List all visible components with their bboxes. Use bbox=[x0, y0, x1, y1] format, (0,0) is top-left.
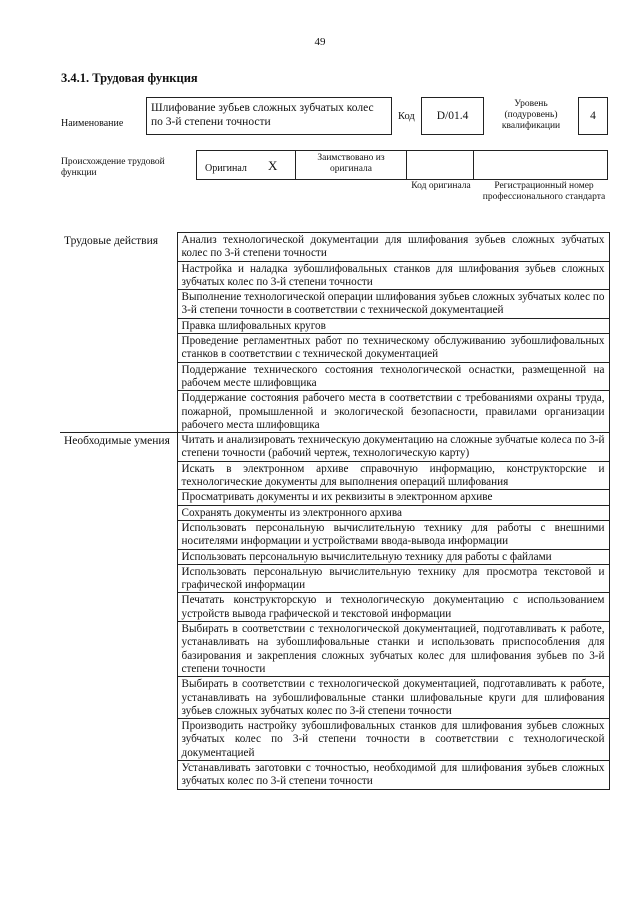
skills-item: Печатать конструкторскую и технологическую документацию с использованием устройств вывода графической и текстовой информации bbox=[177, 593, 609, 622]
table-row bbox=[60, 433, 609, 462]
original-label: Оригинал bbox=[205, 163, 247, 174]
labor-actions-item: Проведение регламентных работ по техническому обслуживанию зубошлифовальных станков в соответствии с технической документацией bbox=[177, 334, 609, 363]
skills-item: Просматривать документы и их реквизиты в электронном архиве bbox=[177, 490, 609, 505]
skills-item: Выбирать в соответствии с технологической документацией, подготавливать к работе, устанавливать на зубошлифовальные станки шлифовальные круги для шлифования зубьев сложных зубчатых колес по 3-й степени точности bbox=[177, 677, 609, 719]
origin-label: Происхождение трудовой функции bbox=[61, 157, 165, 178]
skills-item: Производить настройку зубошлифовальных станков для шлифования зубьев сложных зубчатых колес по 3-й степени точности в соответствии с технологической документацией bbox=[177, 719, 609, 761]
skills-item: Выбирать в соответствии с технологической документацией, подготавливать к работе, устанавливать на зубошлифовальные станки и использовать приспособления для базирования и закрепления сложных зубчатых колес для шлифования зубьев по 3-й степени точности bbox=[177, 622, 609, 677]
name-label: Наименование bbox=[61, 118, 124, 129]
code-label: Код bbox=[398, 111, 415, 122]
section-title: 3.4.1. Трудовая функция bbox=[61, 71, 198, 85]
skills-item: Сохранять документы из электронного архива bbox=[177, 505, 609, 520]
skills-item: Устанавливать заготовки с точностью, необходимой для шлифования зубьев сложных зубчатых колес по 3-й степени точности bbox=[177, 760, 609, 789]
skills-item: Использовать персональную вычислительную технику для работы с файлами bbox=[177, 549, 609, 564]
labor-actions-label: Трудовые действия bbox=[60, 233, 177, 433]
labor-actions-item: Поддержание технического состояния технологической оснастки, размещенной на рабочем месте шлифовщика bbox=[177, 362, 609, 391]
function-table bbox=[60, 232, 610, 790]
table-row bbox=[60, 233, 609, 262]
skills-item: Использовать персональную вычислительную технику для работы с внешними носителями информации и устройствами ввода-вывода информации bbox=[177, 520, 609, 549]
labor-actions-item: Выполнение технологической операции шлифования зубьев сложных зубчатых колес по 3-й степени точности в соответствии с технической документацией bbox=[177, 290, 609, 319]
labor-actions-item: Анализ технологической документации для шлифования зубьев сложных зубчатых колес по 3-й степени точности bbox=[177, 233, 609, 262]
code-value-box bbox=[421, 97, 484, 135]
name-value-box bbox=[146, 97, 392, 135]
page-number: 49 bbox=[314, 36, 326, 48]
skills-item: Читать и анализировать техническую документацию на сложные зубчатые колеса по 3-й степени точности (рабочий чертеж, технологическую карту) bbox=[177, 433, 609, 462]
code-original-label: Код оригинала bbox=[411, 181, 471, 191]
original-mark: X bbox=[268, 158, 278, 173]
skills-item: Использовать персональную вычислительную технику для просмотра текстовой и графической информации bbox=[177, 564, 609, 593]
level-value-box bbox=[578, 97, 608, 135]
labor-actions-item: Правка шлифовальных кругов bbox=[177, 318, 609, 333]
level-label: Уровень (подуровень) квалификации bbox=[501, 99, 561, 131]
labor-actions-item: Поддержание состояния рабочего места в соответствии с требованиями охраны труда, пожарной, промышленной и экологической безопасности, правилами организации рабочего места шлифовщика bbox=[177, 391, 609, 433]
reg-number-label: Регистрационный номер профессионального стандарта bbox=[482, 181, 606, 202]
skills-item: Искать в электронном архиве справочную информацию, конструкторские и технологические документы для выполнения операций шлифования bbox=[177, 461, 609, 490]
level-value: 4 bbox=[590, 110, 596, 122]
borrowed-label: Заимствовано из оригинала bbox=[317, 153, 385, 174]
code-value: D/01.4 bbox=[436, 110, 469, 122]
labor-actions-item: Настройка и наладка зубошлифовальных станков для шлифования зубьев сложных зубчатых колес по 3-й степени точности bbox=[177, 261, 609, 290]
skills-label: Необходимые умения bbox=[60, 433, 177, 789]
name-value: Шлифование зубьев сложных зубчатых колес по 3-й степени точности bbox=[151, 102, 374, 128]
